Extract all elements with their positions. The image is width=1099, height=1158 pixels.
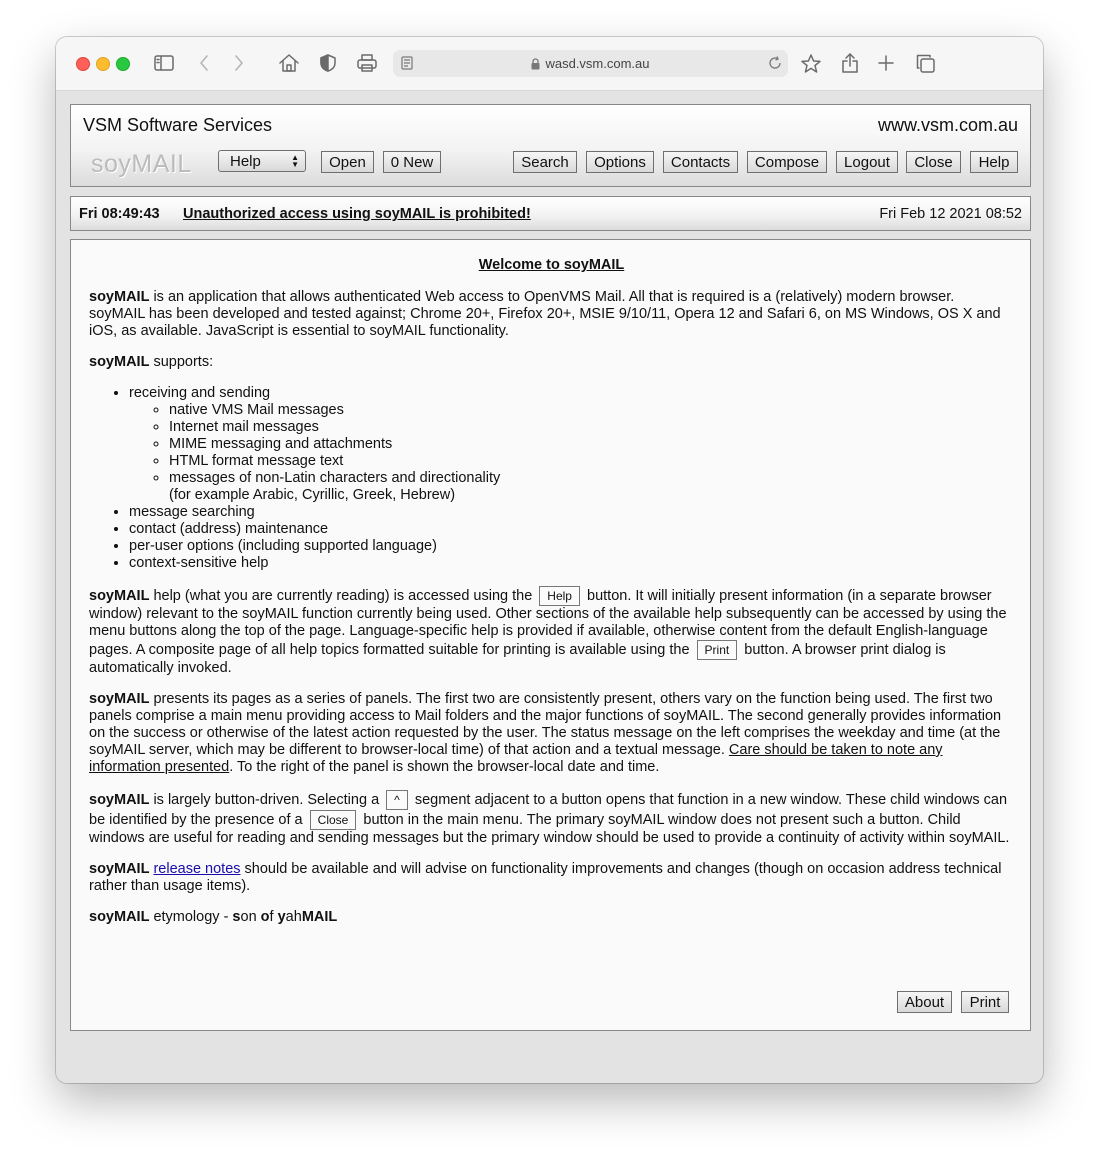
list-item: ◦ HTML format message text (169, 453, 1014, 470)
panels-underlined-text: Care should be taken to note any information presented (89, 742, 943, 775)
intro-text: is an application that allows authenticated Web access to OpenVMS Mail. All that is required is a (relatively) modern browser. soyMAIL has been developed and tested against; Chrome 20+, Firefox 20+, MSIE 9/10/11, Opera 12 and Safari 6, on MS Windows, OS X and iOS, as available. JavaScript is essential to soyMAIL functionality. (89, 289, 1001, 339)
help-text-c: button. A browser print dialog is automatically invoked. (89, 641, 946, 676)
buttons-text-a: is largely button-driven. Selecting a (149, 791, 380, 808)
page-icon (401, 56, 413, 73)
list-item: • contact (address) maintenance (129, 521, 1014, 538)
print-button[interactable]: Print (961, 991, 1009, 1013)
new-tab-icon[interactable] (876, 52, 896, 74)
back-icon[interactable] (196, 52, 212, 74)
inline-caret-button[interactable]: ^ (386, 790, 408, 810)
help-paragraph (89, 586, 1014, 677)
home-icon[interactable] (278, 52, 300, 74)
intro-paragraph (89, 289, 1014, 340)
panels-text-a: presents its pages as a series of panels. The first two are consistently present, others vary on the function being used. The first two panels comprise a main menu providing access to Mail folders and the major functions of soyMAIL. The second generally provides information on the success or otherwise of the latest action requested by the user. The status message on the left comprises the weekday and time (at the soyMAIL server, which may be different to browser-local time) of that action and a textual message. (89, 691, 1002, 758)
bookmark-star-icon[interactable] (800, 52, 822, 74)
compose-button[interactable]: Compose (747, 151, 827, 173)
folder-select[interactable] (218, 150, 306, 172)
brand-text: soyMAIL (89, 587, 150, 604)
inline-print-button[interactable]: Print (697, 640, 738, 660)
list-item: • message searching (129, 504, 1014, 521)
release-notes-link[interactable]: release notes (153, 861, 241, 877)
etym-part: ah (285, 909, 302, 925)
list-item (129, 385, 1014, 504)
etym-part: o (260, 909, 270, 925)
status-panel (70, 196, 1031, 231)
website-name: www.vsm.com.au (877, 115, 1018, 135)
shield-icon[interactable] (318, 52, 338, 74)
address-bar[interactable] (393, 50, 788, 77)
options-button[interactable]: Options (586, 151, 654, 173)
help-text-a: help (what you are currently reading) is accessed using the (149, 587, 533, 604)
etym-part: y (277, 909, 286, 925)
tab-overview-icon[interactable] (914, 52, 936, 74)
list-item: ◦ native VMS Mail messages (169, 402, 1014, 419)
reload-icon[interactable] (768, 56, 782, 73)
close-window-button[interactable] (76, 57, 90, 71)
local-datetime: Fri Feb 12 2021 08:52 (879, 206, 1022, 222)
help-panel (70, 239, 1031, 1031)
brand-text: soyMAIL (89, 909, 150, 925)
list-item (169, 470, 1014, 504)
status-message: Unauthorized access using soyMAIL is prohibited! (183, 206, 531, 222)
printer-icon[interactable] (356, 52, 378, 74)
help-button[interactable]: Help (970, 151, 1018, 173)
list-item: ◦ Internet mail messages (169, 419, 1014, 436)
etymology-paragraph (89, 909, 1014, 926)
select-arrows-icon: ▲ ▼ (291, 153, 299, 169)
list-item-text: messages of non-Latin characters and directionality (169, 470, 501, 486)
etym-part: f (269, 909, 278, 925)
panels-paragraph (89, 691, 1014, 776)
buttons-text-c: button in the main menu. The primary soyMAIL window does not present such a button. Child windows are useful for reading and sending messages but the primary window should be used to provide a continuity of activity within soyMAIL. (89, 811, 1010, 846)
lock-icon (531, 58, 540, 70)
zoom-window-button[interactable] (116, 57, 130, 71)
sidebar-icon[interactable] (153, 52, 175, 74)
brand-text: soyMAIL (89, 791, 150, 808)
url-text: wasd.vsm.com.au (545, 56, 650, 71)
close-button[interactable]: Close (906, 151, 961, 173)
brand-text: soyMAIL (89, 354, 150, 370)
list-item: ◦ MIME messaging and attachments (169, 436, 1014, 453)
release-notes-paragraph (89, 861, 1014, 895)
forward-icon[interactable] (231, 52, 247, 74)
list-item: • per-user options (including supported language) (129, 538, 1014, 555)
about-button[interactable]: About (897, 991, 952, 1013)
share-icon[interactable] (840, 52, 860, 74)
minimize-window-button[interactable] (96, 57, 110, 71)
sub-list (129, 402, 1014, 504)
etymology-text: etymology - (149, 909, 233, 925)
search-button[interactable]: Search (513, 151, 577, 173)
inline-close-button[interactable]: Close (310, 810, 357, 830)
supports-text: supports: (149, 354, 214, 370)
logout-button[interactable]: Logout (836, 151, 898, 173)
browser-toolbar (56, 37, 1043, 91)
release-notes-text: should be available and will advise on functionality improvements and changes (though on occasion address technical rather than usage items). (89, 861, 1002, 894)
server-time: Fri 08:49:43 (79, 206, 160, 222)
inline-help-button[interactable]: Help (539, 586, 580, 606)
browser-window (56, 37, 1043, 1083)
list-item: • context-sensitive help (129, 555, 1014, 572)
features-list (89, 385, 1014, 572)
buttons-text-b: segment adjacent to a button opens that function in a new window. These child windows can be identified by the presence of a (89, 791, 1008, 828)
page-content (56, 91, 1043, 1083)
supports-paragraph (89, 354, 1014, 371)
etym-part: MAIL (301, 909, 338, 925)
help-text (89, 257, 1014, 940)
brand-text: soyMAIL (89, 289, 150, 305)
panels-text-b: . To the right of the panel is shown the browser-local date and time. (229, 759, 660, 775)
list-item-note: (for example Arabic, Cyrillic, Greek, Hebrew) (169, 487, 456, 503)
contacts-button[interactable]: Contacts (663, 151, 738, 173)
page-title: Welcome to soyMAIL (478, 257, 625, 273)
etym-part: s (232, 909, 241, 925)
main-menu-panel (70, 104, 1031, 187)
new-messages-button[interactable]: 0 New (383, 151, 441, 173)
brand-text: soyMAIL (89, 861, 150, 877)
buttons-paragraph (89, 790, 1014, 847)
folder-select-value: Help (230, 152, 261, 170)
brand-text: soyMAIL (89, 691, 150, 707)
help-text-b: button. It will initially present information (in a separate browser window) relevant to the soyMAIL function currently being used. Other sections of the available help subsequently can be accessed by using the menu buttons along the top of the page. Language-specific help is provided if available, otherwise content from the default English-language pages. A composite page of all help topics formatted suitable for printing is available using the (89, 587, 1007, 658)
list-item-text: receiving and sending (129, 385, 271, 401)
company-name: VSM Software Services (83, 115, 273, 135)
etym-part: on (240, 909, 261, 925)
open-button[interactable]: Open (321, 151, 374, 173)
soymail-logo: soyMAIL (91, 150, 192, 178)
